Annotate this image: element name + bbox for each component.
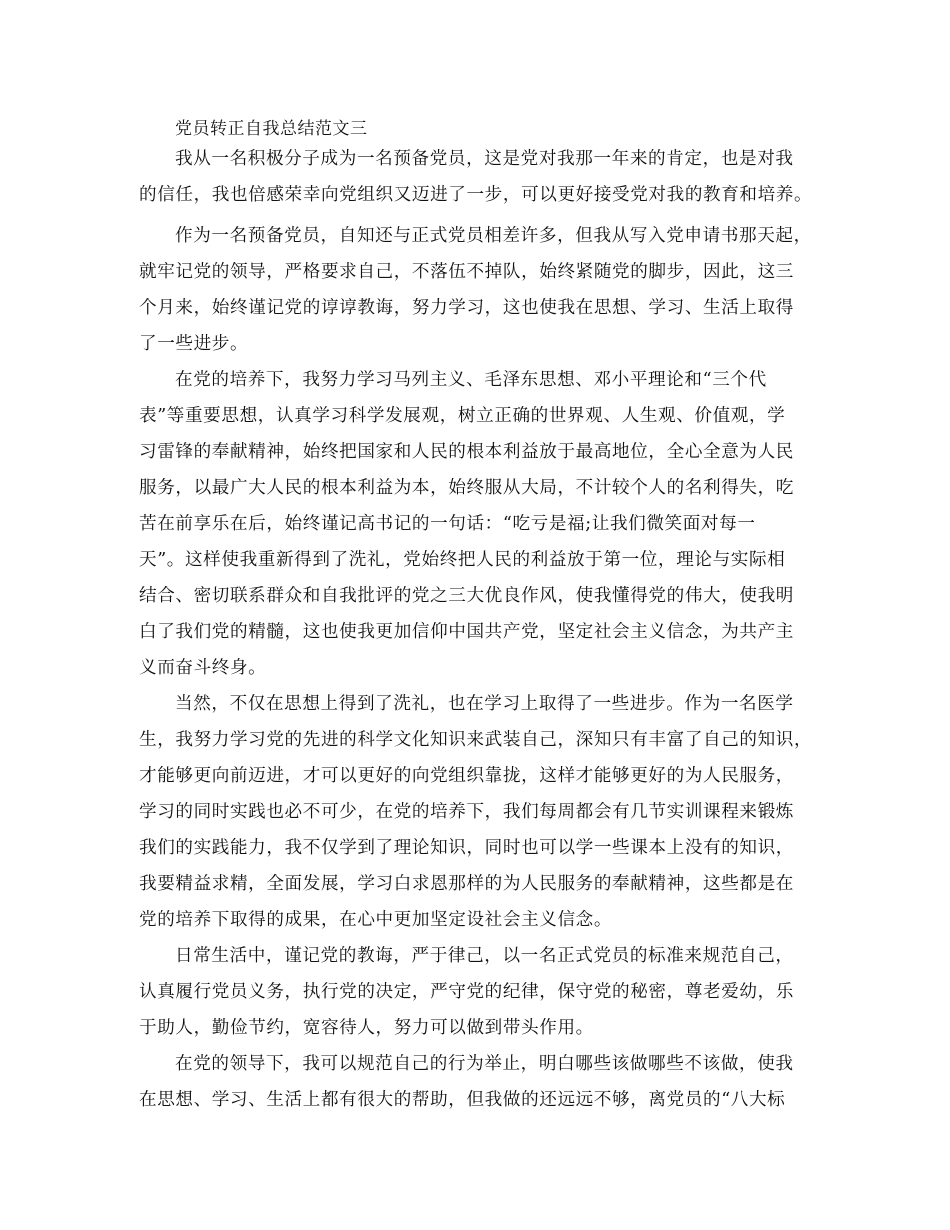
paragraph-line: 的信任，我也倍感荣幸向党组织又迈进了一步，可以更好接受党对我的教育和培养。 [139, 185, 813, 205]
paragraph-line: 在党的领导下，我可以规范自己的行为举止，明白哪些该做哪些不该做，使我 [175, 1054, 794, 1074]
paragraph-line: 了一些进步。 [139, 334, 249, 354]
paragraph-line: 我从一名积极分子成为一名预备党员，这是党对我那一年来的肯定，也是对我 [175, 149, 794, 169]
paragraph-line: 习雷锋的奉献精神，始终把国家和人民的根本利益放于最高地位，全心全意为人民 [139, 442, 794, 462]
paragraph-line: 表”等重要思想，认真学习科学发展观，树立正确的世界观、人生观、价值观，学 [139, 406, 786, 426]
paragraph-line: 日常生活中，谨记党的教诲，严于律己，以一名正式党员的标准来规范自己， [175, 946, 794, 966]
paragraph-line: 党的培养下取得的成果，在心中更加坚定设社会主义信念。 [139, 910, 613, 930]
paragraph-line: 义而奋斗终身。 [139, 658, 267, 678]
paragraph-line: 学习的同时实践也必不可少，在党的培养下，我们每周都会有几节实训课程来锻炼 [139, 802, 794, 822]
paragraph-line: 在党的培养下，我努力学习马列主义、毛泽东思想、邓小平理论和“三个代 [175, 370, 767, 390]
paragraph-line: 苦在前享乐在后，始终谨记高书记的一句话：“吃亏是福;让我们微笑面对每一 [139, 514, 756, 534]
paragraph-line: 结合、密切联系群众和自我批评的党之三大优良作风，使我懂得党的伟大，使我明 [139, 586, 794, 606]
paragraph-line: 才能够更向前迈进，才可以更好的向党组织靠拢，这样才能够更好的为人民服务， [139, 766, 794, 786]
paragraph-line: 在思想、学习、生活上都有很大的帮助，但我做的还远远不够，离党员的“八大标 [139, 1090, 786, 1110]
paragraph-line: 天”。这样使我重新得到了洗礼，党始终把人民的利益放于第一位，理论与实际相 [139, 550, 786, 570]
paragraph-line: 就牢记党的领导，严格要求自己，不落伍不掉队，始终紧随党的脚步，因此，这三 [139, 262, 794, 282]
paragraph-line: 认真履行党员义务，执行党的决定，严守党的纪律，保守党的秘密，尊老爱幼，乐 [139, 982, 794, 1002]
paragraph-line: 我们的实践能力，我不仅学到了理论知识，同时也可以学一些课本上没有的知识， [139, 838, 794, 858]
paragraph-line: 于助人，勤俭节约，宽容待人，努力可以做到带头作用。 [139, 1018, 594, 1038]
paragraph-line: 个月来，始终谨记党的谆谆教诲，努力学习，这也使我在思想、学习、生活上取得 [139, 298, 794, 318]
paragraph-line: 作为一名预备党员，自知还与正式党员相差许多，但我从写入党申请书那天起， [175, 226, 812, 246]
paragraph-line: 生，我努力学习党的先进的科学文化知识来武装自己，深知只有丰富了自己的知识， [139, 730, 813, 750]
paragraph-line: 服务，以最广大人民的根本利益为本，始终服从大局，不计较个人的名利得失，吃 [139, 478, 794, 498]
paragraph-line: 当然，不仅在思想上得到了洗礼，也在学习上取得了一些进步。作为一名医学 [175, 694, 794, 714]
paragraph-line: 白了我们党的精髓，这也使我更加信仰中国共产党，坚定社会主义信念，为共产主 [139, 622, 794, 642]
paragraph-line: 我要精益求精，全面发展，学习白求恩那样的为人民服务的奉献精神，这些都是在 [139, 874, 794, 894]
document-title: 党员转正自我总结范文三 [175, 119, 368, 139]
